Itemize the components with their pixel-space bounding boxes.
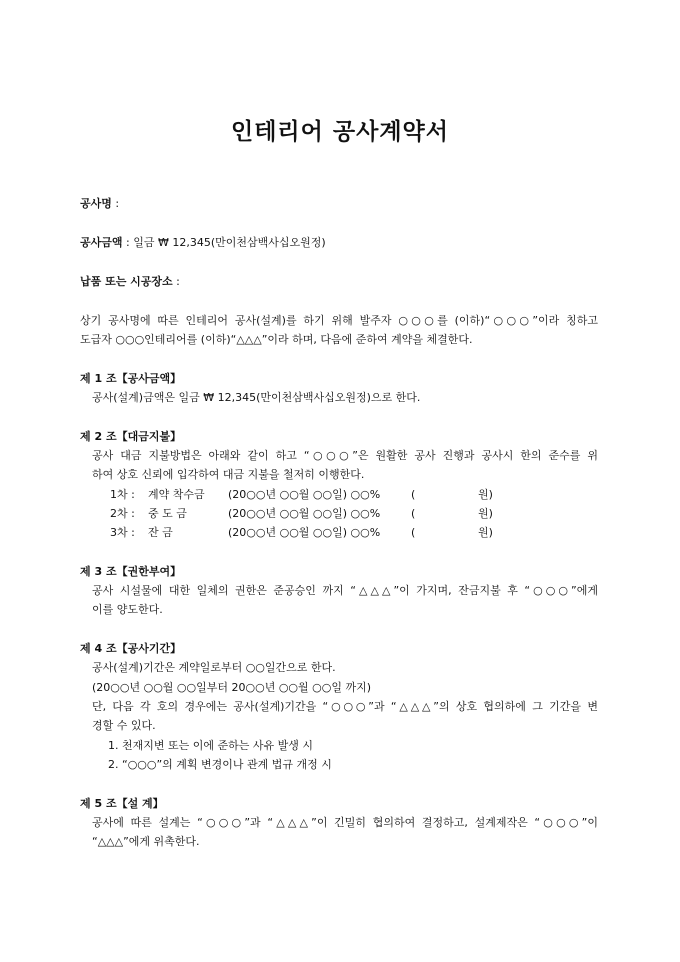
payment-no: 1차 : xyxy=(110,488,135,501)
payment-open: ( xyxy=(411,507,416,520)
payment-name: 계약 착수금 xyxy=(148,488,205,501)
article-1-heading: 제 1 조【공사금액】 xyxy=(80,372,182,385)
article-4-text: 단, 다음 각 호의 경우에는 공사(설계)기간을 “○○○”과 “△△△”의 상호 협의하에 그 기간을 변 xyxy=(92,700,598,713)
payment-unit: 원) xyxy=(478,526,493,539)
project-name-label: 공사명 xyxy=(80,197,112,210)
payment-unit: 원) xyxy=(478,507,493,520)
payment-no: 3차 : xyxy=(110,526,135,539)
article-1-text: 공사(설계)금액은 일금 ₩ 12,345(만이천삼백사십오원정)으로 한다. xyxy=(92,391,421,404)
project-place-sep: : xyxy=(172,275,180,288)
intro-line: 상기 공사명에 따른 인테리어 공사(설계)를 하기 위해 발주자 ○○○를 (이하)“○○○”이라 칭하고 xyxy=(80,314,598,327)
article-3-text: 이를 양도한다. xyxy=(92,603,163,616)
article-5-heading: 제 5 조【설 계】 xyxy=(80,797,164,810)
payment-unit: 원) xyxy=(478,488,493,501)
article-4-text: 공사(설계)기간은 계약일로부터 ○○일간으로 한다. xyxy=(92,661,336,674)
payment-date: (20○○년 ○○월 ○○일) ○○% xyxy=(228,488,381,501)
article-3-text: 공사 시설물에 대한 일체의 권한은 준공승인 까지 “△△△”이 가지며, 잔금지불 후 “○○○”에게 xyxy=(92,584,598,597)
project-amount-label: 공사금액 xyxy=(80,236,123,249)
article-4-text: 경할 수 있다. xyxy=(92,719,156,732)
payment-date: (20○○년 ○○월 ○○일) ○○% xyxy=(228,526,381,539)
article-4-heading: 제 4 조【공사기간】 xyxy=(80,642,182,655)
intro-line: 도급자 ○○○인테리어를 (이하)“△△△”이라 하며, 다음에 준하여 계약을 체결한다. xyxy=(80,333,473,346)
project-amount-value: : 일금 ₩ 12,345(만이천삼백사십오원정) xyxy=(122,236,326,249)
project-name-field xyxy=(80,197,119,211)
article-2-text: 하여 상호 신뢰에 입각하여 대금 지불을 철저히 이행한다. xyxy=(92,468,365,481)
article-4-item: 2. “○○○”의 계획 변경이나 관계 법규 개정 시 xyxy=(108,758,332,771)
project-place-field xyxy=(80,275,180,289)
project-place-label: 납품 또는 시공장소 xyxy=(80,275,173,288)
article-5-text: 공사에 따른 설계는 “○○○”과 “△△△”이 긴밀히 협의하여 결정하고, 설계제작은 “○○○”이 xyxy=(92,816,598,829)
article-4-text: (20○○년 ○○월 ○○일부터 20○○년 ○○월 ○○일 까지) xyxy=(92,681,371,694)
payment-name: 중 도 금 xyxy=(148,507,187,520)
document-title: 인테리어 공사계약서 xyxy=(231,119,449,145)
payment-name: 잔 금 xyxy=(148,526,173,539)
project-name-sep: : xyxy=(111,197,120,210)
article-3-heading: 제 3 조【권한부여】 xyxy=(80,565,182,578)
project-amount-field xyxy=(80,236,326,250)
article-4-item: 1. 천재지변 또는 이에 준하는 사유 발생 시 xyxy=(108,739,313,752)
payment-date: (20○○년 ○○월 ○○일) ○○% xyxy=(228,507,381,520)
article-5-text: “△△△”에게 위촉한다. xyxy=(92,835,200,848)
payment-open: ( xyxy=(411,488,416,501)
article-2-heading: 제 2 조【대금지불】 xyxy=(80,430,182,443)
payment-open: ( xyxy=(411,526,416,539)
payment-no: 2차 : xyxy=(110,507,135,520)
article-2-text: 공사 대금 지불방법은 아래와 같이 하고 “○○○”은 원활한 공사 진행과 공사시 한의 준수를 위 xyxy=(92,449,598,462)
